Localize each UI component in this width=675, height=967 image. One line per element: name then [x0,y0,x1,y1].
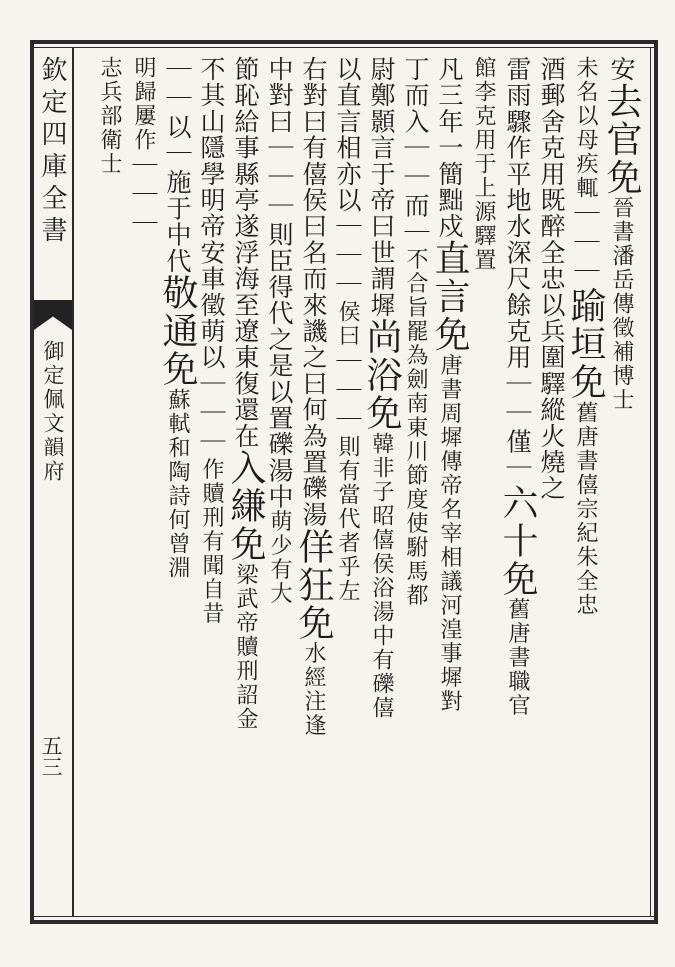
text-column [398,56,432,914]
frame-right-rule [654,40,658,924]
annotation: 不合旨罷為劍南東川節度使駙馬都 [403,247,428,608]
annotation: 未名以母疾輒 [573,56,598,200]
headword: 入縑免 [225,449,266,563]
text-segment: 中對曰 [265,56,294,135]
text-segment: 施于中代 [163,169,192,275]
text-column [157,56,198,914]
text-column [194,56,228,914]
frame-right-inner-rule [650,47,651,917]
text-column [466,56,500,914]
repeat-mark: ｜｜｜ [265,134,294,222]
text-segment: 不其山隱學明帝安車徵萌以 [197,56,226,371]
repeat-mark: ｜｜ [401,134,430,193]
text-column [565,56,606,914]
text-segment: 尉鄭顥言于帝曰世謂墀 [367,56,396,318]
text-segment: 則臣得代之是以置礫湯中 [265,221,294,510]
repeat-mark: ｜｜｜ [129,152,158,239]
repeat-mark: ｜ [401,218,430,248]
repeat-mark: ｜｜｜ [333,348,362,436]
repeat-mark: ｜｜ [503,370,532,429]
frame-top-inner-rule [30,47,658,48]
text-segment: 雷雨驟作平地水深尺餘克用 [503,56,532,371]
text-segment: 以 [163,114,192,141]
headword: 六十免 [497,483,538,598]
frame-top-rule [30,40,658,44]
frame-left-rule [30,40,34,924]
text-column [534,56,568,914]
annotation: 蘇軾和陶詩何曾淵 [165,388,190,581]
text-column [293,56,334,914]
repeat-mark: ｜ [503,454,532,484]
text-segment: 右對曰有僖侯曰名而來譏之曰何為置礫湯 [299,56,328,528]
repeat-mark: ｜｜｜ [571,200,600,287]
repeat-mark: ｜ [163,140,192,170]
repeat-mark: ｜｜｜ [197,370,226,458]
text-column [361,56,402,914]
annotation: 萌少有大 [267,509,292,606]
annotation: 侯曰 [335,300,360,349]
text-column [429,56,470,914]
annotation: 晉書潘岳傳徵補博士 [609,196,634,413]
fishtail-mark-icon [34,300,72,330]
annotation: 舊唐書職官 [505,597,530,718]
text-segment: 節恥給事縣亭遂浮海至遼東復還在 [231,56,260,449]
frame-bottom-rule [30,920,658,924]
annotation: 則有當代者乎左 [335,435,360,604]
page-number: 五三 [39,735,63,777]
collection-title: 欽定四庫全書 [37,56,67,248]
headword: 直言免 [429,239,470,354]
annotation: 水經注逢 [301,641,326,738]
headword: 佯狂免 [293,527,334,642]
annotation: 作贖刑有聞自昔 [199,457,224,626]
annotation: 唐書周墀傳帝名宰相議河湟事墀對 [437,353,462,714]
annotation: 舊唐書僖宗紀朱全忠 [573,401,598,617]
headword: 去官免 [601,82,642,197]
text-segment: 而 [401,192,430,219]
headword: 尚浴免 [361,318,402,432]
repeat-mark: ｜｜ [163,56,192,114]
annotation: 梁武帝贖刑詔金 [233,563,258,731]
text-segment: 丁而入 [401,56,430,135]
text-column [497,56,538,914]
annotation: 韓非子昭僖侯浴湯中有礫僖 [369,432,394,720]
text-column [92,56,126,914]
text-column [225,56,266,914]
margin-divider [72,47,74,917]
text-column [126,56,160,914]
headword: 敬通免 [157,274,198,389]
annotation: 志兵部衛士 [97,56,122,176]
book-title: 御定佩文韻府 [41,340,65,484]
text-segment: 安 [607,56,636,83]
text-column [262,56,296,914]
text-segment: 酒郵舍克用既醉全忠以兵圍驛縱火燒之 [537,56,566,502]
text-column [601,56,642,914]
text-segment: 凡三年一簡黜戍 [435,56,464,240]
repeat-mark: ｜｜｜ [333,213,362,301]
text-column [330,56,364,914]
annotation: 明歸屢作 [131,56,156,152]
text-segment: 僅 [503,428,532,455]
text-segment: 以直言相亦以 [333,56,362,214]
frame-bottom-inner-rule [30,916,658,917]
headword: 踰垣免 [565,287,606,401]
annotation: 館李克用于上源驛置 [471,56,496,272]
